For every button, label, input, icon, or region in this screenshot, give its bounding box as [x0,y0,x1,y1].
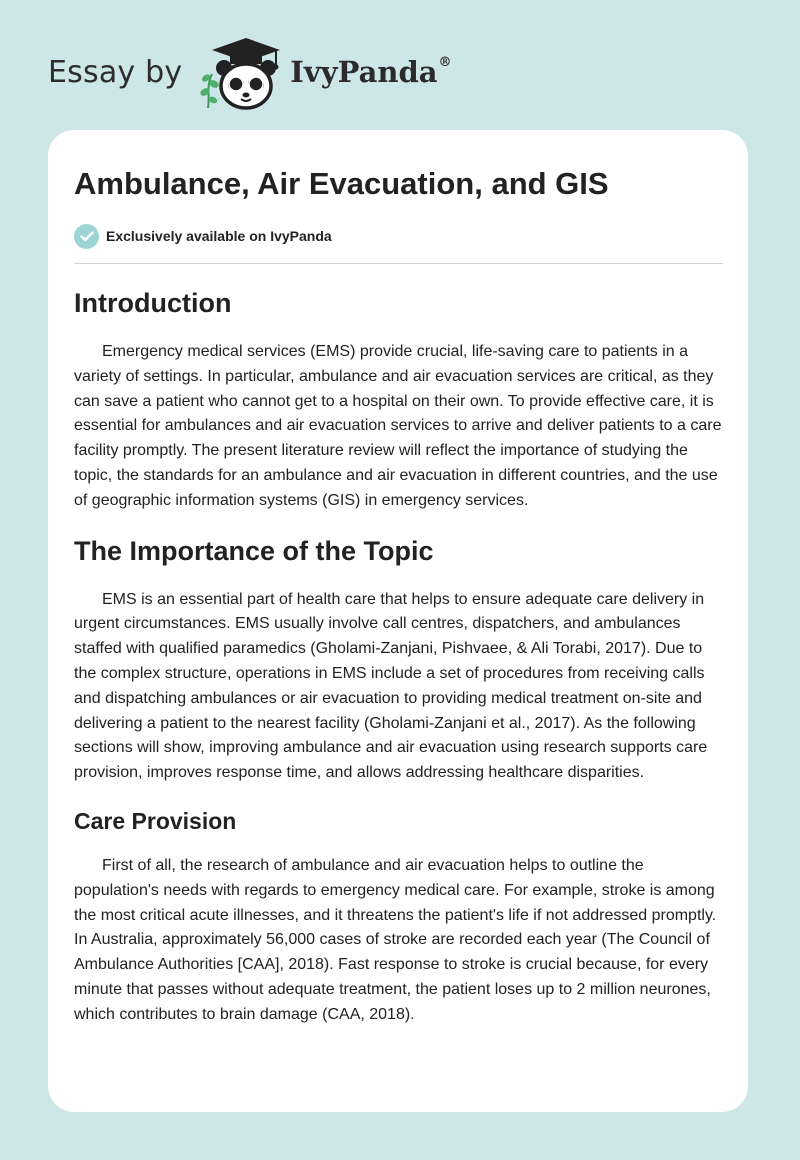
divider [74,263,723,264]
section-paragraph-importance: EMS is an essential part of health care that helps to ensure adequate care delivery in urgent circumstances. EMS usually involve call centres, dispatchers, and ambulances staffed with qualified paramedics (Gholami-Zanjani, Pishvaee, & Ali Torabi, 2017). Due to the complex structure, operations in EMS include a set of procedures from receiving calls and dispatching ambulances or air evacuation to providing medical treatment on-site and delivering a patient to the nearest facility (Gholami-Zanjani et al., 2017). As the following sections will show, improving ambulance and air evacuation using research supports care provision, improves response time, and allows addressing healthcare disparities. [74,590,708,782]
section-paragraph-care-provision: First of all, the research of ambulance and air evacuation helps to outline the population's needs with regards to emergency medical care. For example, stroke is among the most critical acute illnesses, and it threatens the patient's life if not addressed promptly. In Australia, approximately 56,000 cases of stroke are recorded each year (The Council of Ambulance Authorities [CAA], 2018). Fast response to stroke is crucial because, for every minute that passes without adequate treatment, the patient loses up to 2 million neurones, which contributes to brain damage (CAA, 2018). [74,856,717,1023]
section-paragraph-introduction: Emergency medical services (EMS) provide crucial, life-saving care to patients in a variety of settings. In particular, ambulance and air evacuation services are critical, as they can save a patient who cannot get to a hospital on their own. To provide effective care, it is essential for ambulances and air evacuation services to arrive and deliver patients to a care facility promptly. The present literature review will reflect the importance of studying the topic, the standards for an ambulance and air evacuation in different countries, and the use of geographic information systems (GIS) in emergency services. [74,343,722,509]
section-heading-care-provision: Care Provision [74,807,237,834]
essay-title: Ambulance, Air Evacuation, and GIS [74,166,609,201]
section-heading-importance: The Importance of the Topic [74,535,434,566]
exclusive-label: Exclusively available on IvyPanda [106,228,332,244]
essay-by-label: Essay by [48,54,183,90]
check-icon [74,224,99,249]
brand-header [48,34,452,110]
registered-mark: ® [438,55,452,70]
brand-name[interactable]: IvyPanda® [290,55,452,89]
exclusive-badge [74,223,723,249]
panda-graduate-icon[interactable] [196,34,288,110]
essay-card [48,130,748,1112]
section-heading-introduction: Introduction [74,288,232,318]
